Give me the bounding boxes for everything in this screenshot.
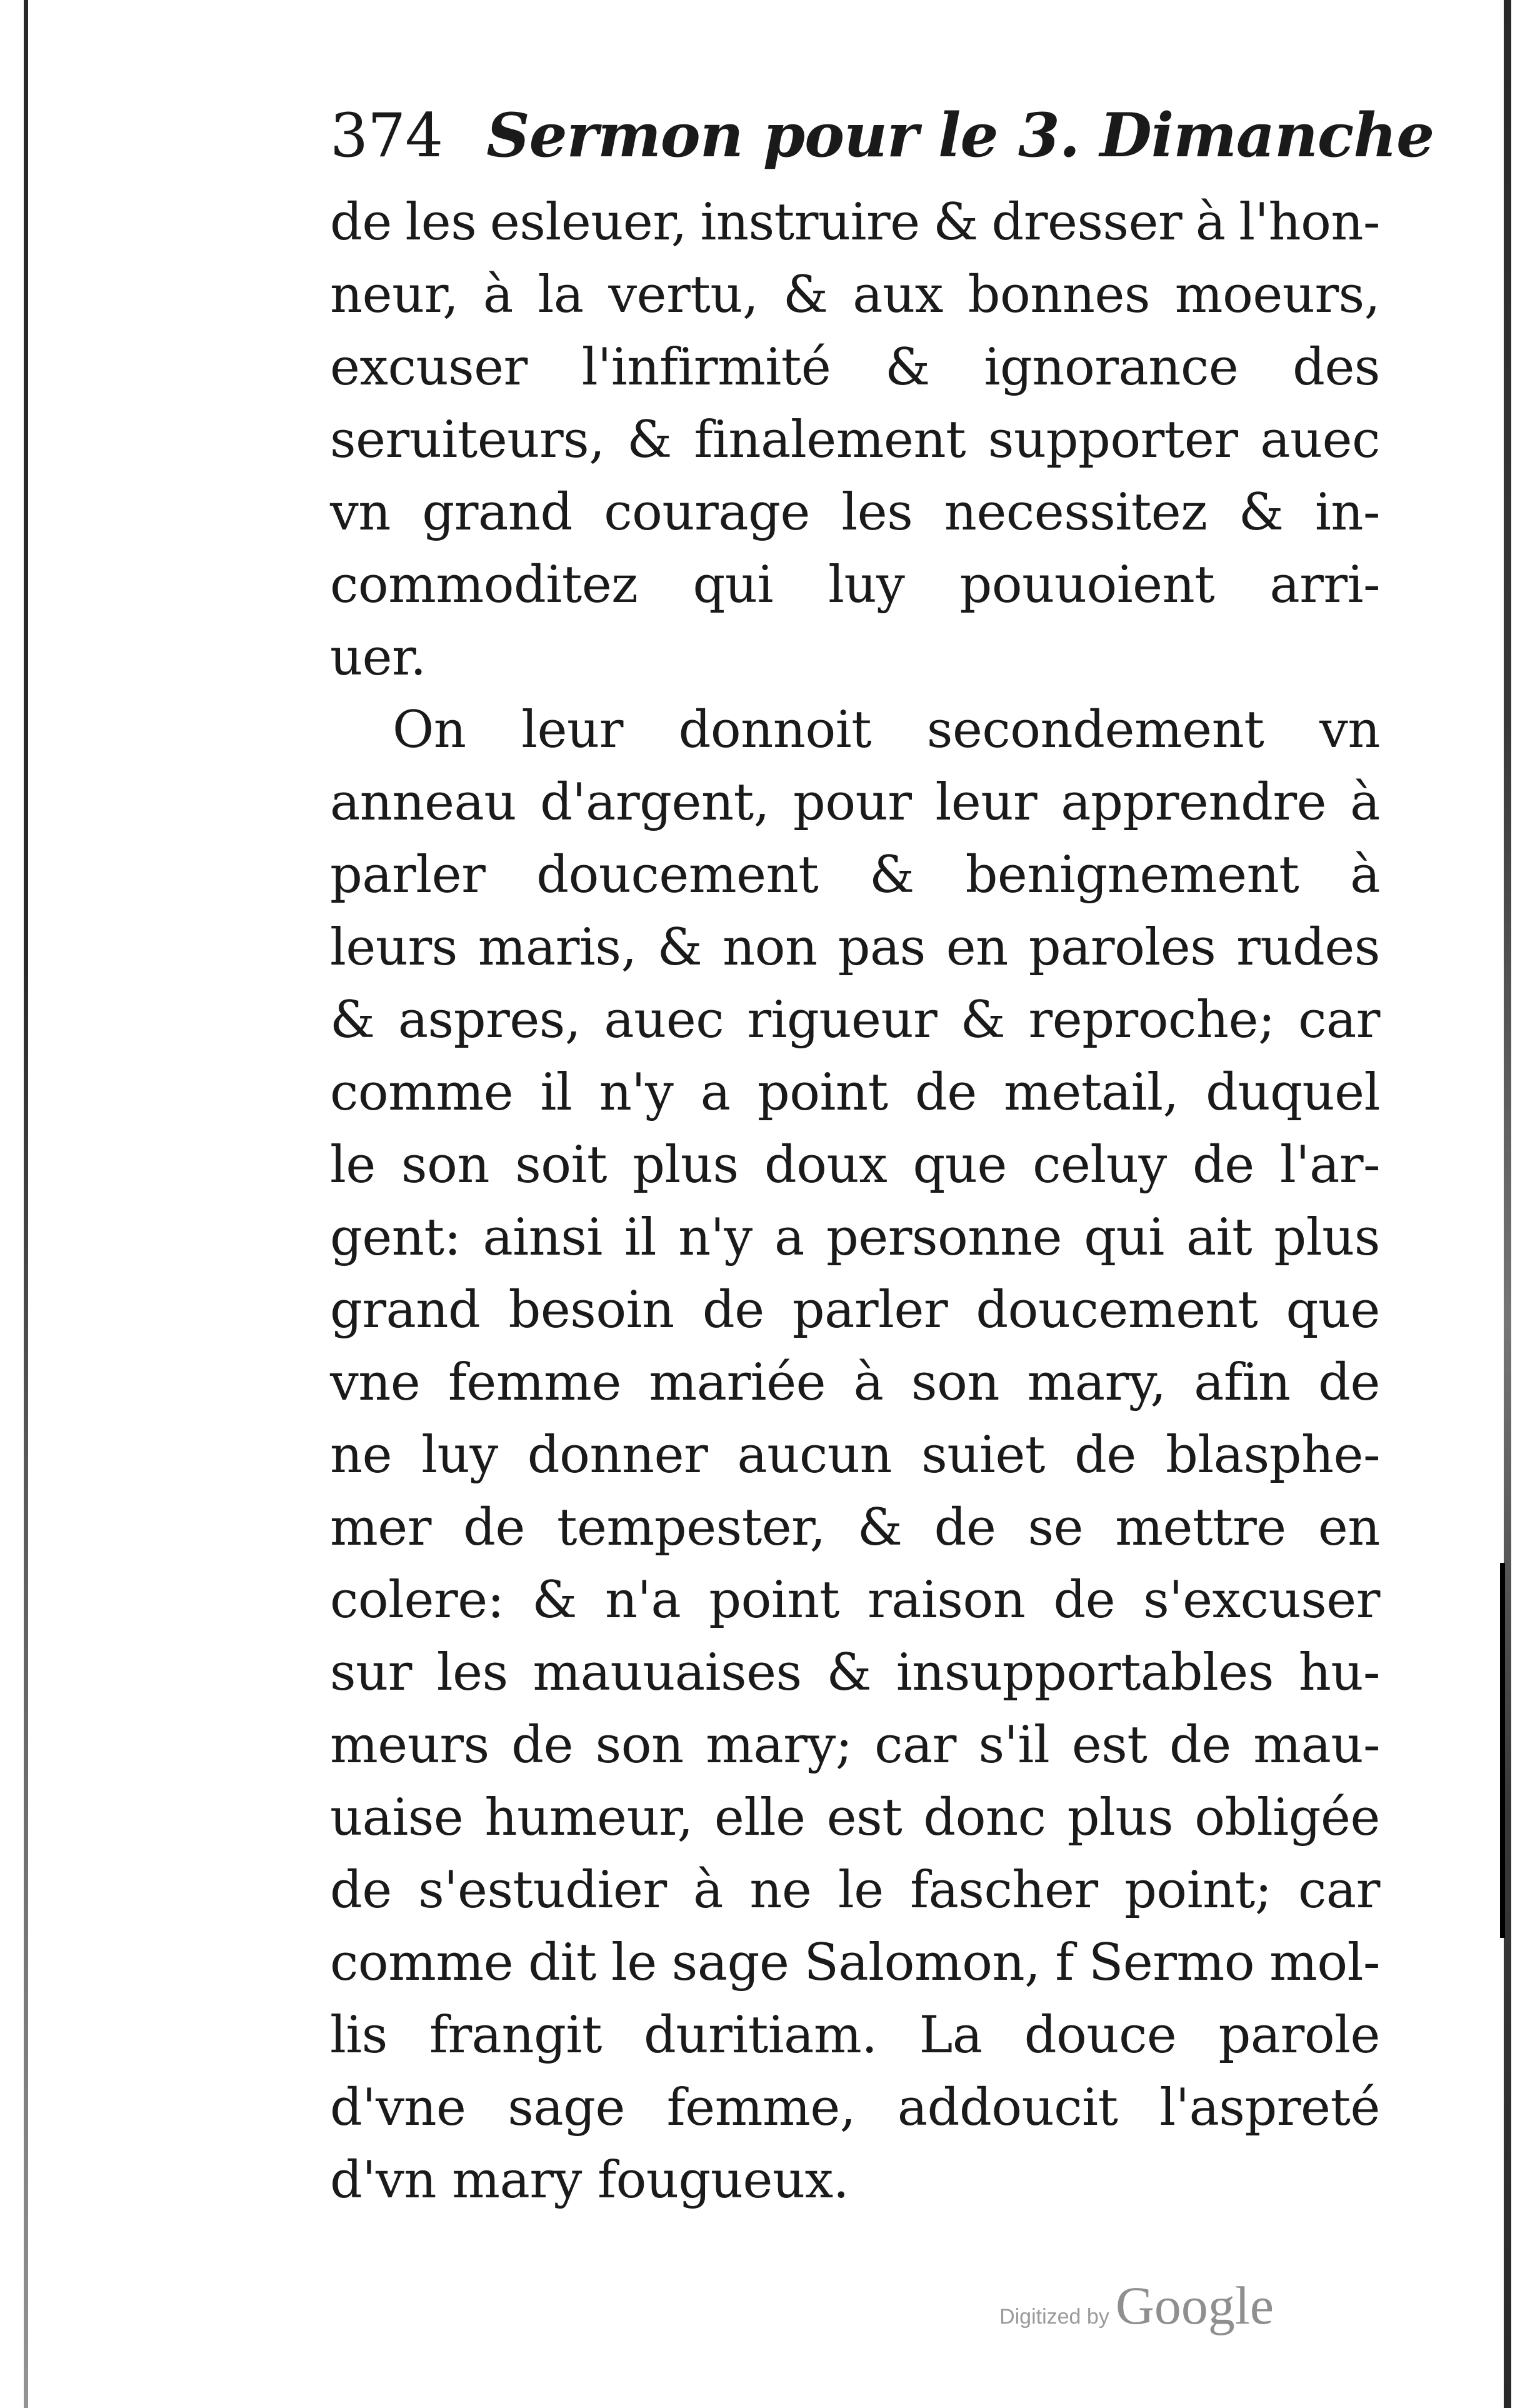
text-line: commoditez qui luy pouuoient arri- bbox=[330, 556, 1380, 615]
page-number: 374 bbox=[330, 101, 443, 171]
digitized-watermark bbox=[999, 2274, 1274, 2337]
text-line: parler doucement & benignement à bbox=[330, 846, 1380, 905]
text-line: mer de tempester, & de se mettre en bbox=[330, 1498, 1380, 1557]
scan-edge-right-mark bbox=[1500, 1563, 1505, 1938]
text-line: comme dit le sage Salomon, f Sermo mol- bbox=[330, 1934, 1380, 1992]
text-line: d'vne sage femme, addoucit l'aspreté bbox=[330, 2079, 1380, 2137]
text-line: grand besoin de parler doucement que bbox=[330, 1281, 1380, 1340]
text-line: uaise humeur, elle est donc plus obligée bbox=[330, 1788, 1380, 1847]
text-line: leurs maris, & non pas en paroles rudes bbox=[330, 918, 1380, 977]
text-line: le son soit plus doux que celuy de l'ar- bbox=[330, 1136, 1380, 1195]
book-page bbox=[330, 100, 1434, 2217]
running-title: Sermon pour le 3. Dimanche bbox=[486, 100, 1434, 171]
text-line: On leur donnoit secondement vn bbox=[392, 701, 1380, 760]
text-line: gent: ainsi il n'y a personne qui ait plus bbox=[330, 1208, 1380, 1267]
watermark-brand: Google bbox=[1115, 2275, 1274, 2335]
watermark-small-text: Digitized by bbox=[999, 2305, 1109, 2329]
text-line: de les esleuer, instruire & dresser à l'hon- bbox=[330, 193, 1380, 252]
text-line: vn grand courage les necessitez & in- bbox=[330, 483, 1380, 542]
text-line: comme il n'y a point de metail, duquel bbox=[330, 1063, 1380, 1122]
text-line: excuser l'infirmité & ignorance des bbox=[330, 338, 1380, 397]
text-line: ne luy donner aucun suiet de blasphe- bbox=[330, 1426, 1380, 1485]
body-text bbox=[330, 186, 1380, 2217]
text-line: colere: & n'a point raison de s'excuser bbox=[330, 1571, 1380, 1630]
text-line: neur, à la vertu, & aux bonnes moeurs, bbox=[330, 266, 1380, 324]
text-line: & aspres, auec rigueur & reproche; car bbox=[330, 991, 1380, 1050]
text-line: sur les mauuaises & insupportables hu- bbox=[330, 1643, 1380, 1702]
text-line: vne femme mariée à son mary, afin de bbox=[330, 1353, 1380, 1412]
scan-edge-right bbox=[1504, 0, 1511, 2408]
text-line: lis frangit duritiam. La douce parole bbox=[330, 2006, 1380, 2065]
scan-edge-left bbox=[24, 0, 28, 2408]
text-line: d'vn mary fougueux. bbox=[330, 2151, 849, 2210]
text-line: uer. bbox=[330, 628, 426, 687]
text-line: seruiteurs, & finalement supporter auec bbox=[330, 411, 1380, 469]
text-line: anneau d'argent, pour leur apprendre à bbox=[330, 773, 1380, 832]
text-line: meurs de son mary; car s'il est de mau- bbox=[330, 1716, 1380, 1775]
page-header bbox=[330, 100, 1434, 181]
text-line: de s'estudier à ne le fascher point; car bbox=[330, 1861, 1380, 1920]
